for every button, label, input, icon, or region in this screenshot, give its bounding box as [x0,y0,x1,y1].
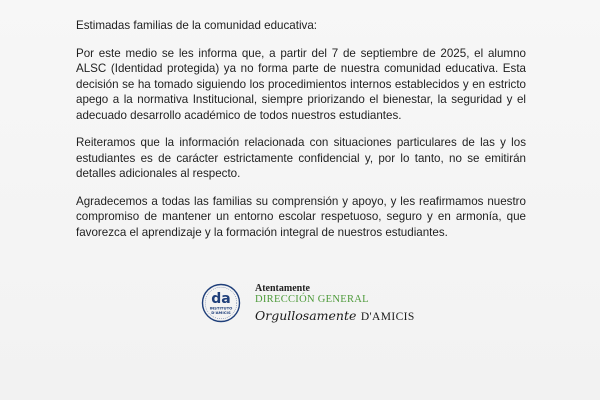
seal-line-2: D'AMICIS [211,310,231,315]
signature-block [201,283,415,327]
signature-department: DIRECCIÓN GENERAL [255,294,369,305]
signature-text [255,283,415,325]
signature-motto [255,308,415,325]
letter-paragraph-3: Agradecemos a todas las familias su comprensión y apoyo, y les reafirmamos nuestro compromiso de mantener un entorno escolar respetuoso, seguro y en armonía, que favorezca el aprendizaje y la formación integral de nuestros estudiantes. [76,194,526,239]
institute-seal-icon [201,283,241,323]
letter-paragraph-2: Reiteramos que la información relacionada con situaciones particulares de las y los estudiantes es de carácter estrictamente confidencial y, por lo tanto, no se emitirán detalles adicionales al respecto. [76,136,526,180]
signature-closing: Atentamente [255,283,310,294]
signature-motto-brand: D'AMICIS [360,311,415,323]
signature-motto-script: Orgullosamente [255,308,357,323]
letter-body [76,18,526,252]
seal-monogram: da [211,291,231,307]
letter-greeting: Estimadas familias de la comunidad educativa: [76,19,318,32]
letter-paragraph-1: Por este medio se les informa que, a partir del 7 de septiembre de 2025, el alumno ALSC (Identidad protegida) ya no forma parte de nuestra comunidad educativa. Esta decisión se ha tomado siguiendo los procedimientos internos establecidos y en estricto apego a la normativa Institucional, siempre priorizando el bienestar, la seguridad y el adecuado desarrollo académico de todos nuestros estudiantes. [76,46,526,122]
seal-line-1: INSTITUTO [209,305,233,311]
